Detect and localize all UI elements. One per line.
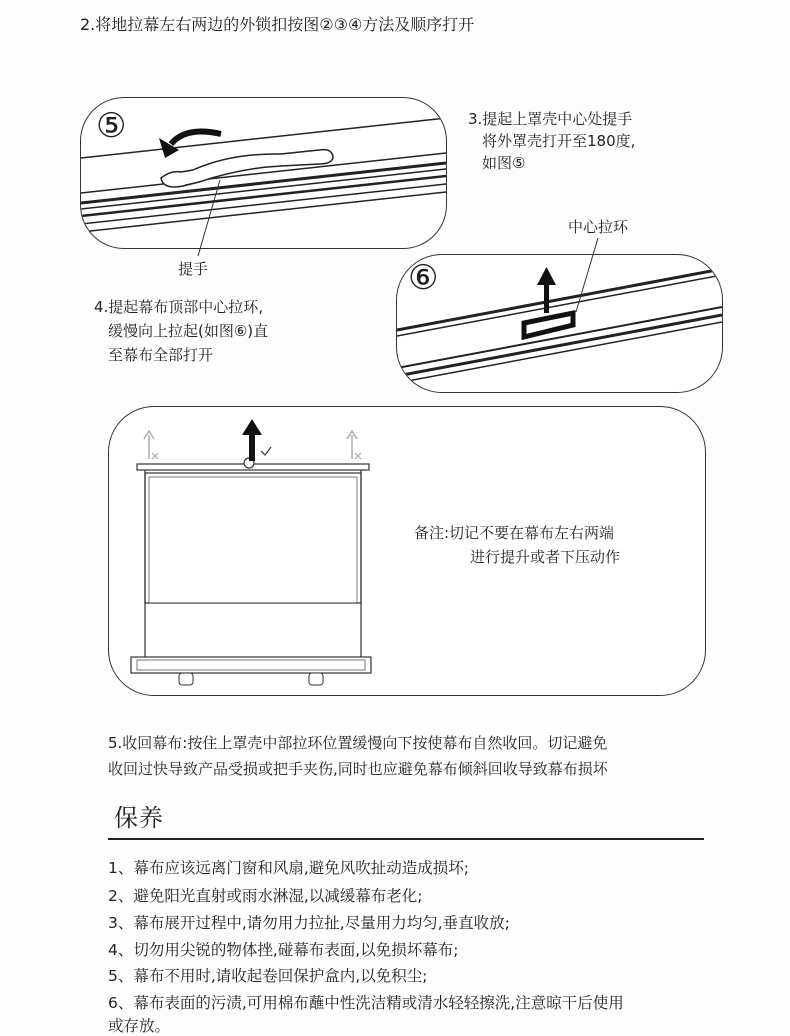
handle-caption: 提手 xyxy=(178,260,209,278)
step3-line1: 3.提起上罩壳中心处提手 xyxy=(468,110,633,128)
step3-line3: 如图⑤ xyxy=(482,154,526,172)
step2-instruction: 2.将地拉幕左右两边的外锁扣按图②③④方法及顺序打开 xyxy=(80,15,475,34)
care-divider xyxy=(108,838,704,840)
care-item: 或存放。 xyxy=(108,1017,171,1035)
pull-ring-illustration xyxy=(397,255,722,392)
step5-line1: 5.收回幕布:按住上罩壳中部拉环位置缓慢向下按使幕布自然收回。切记避免 xyxy=(108,734,608,752)
care-item: 2、避免阳光直射或雨水淋湿,以减缓幕布老化; xyxy=(108,887,423,905)
note-line1: 备注:切记不要在幕布左右两端 xyxy=(414,524,615,542)
step4-line1: 4.提起幕布顶部中心拉环, xyxy=(94,298,264,316)
figure-5-panel xyxy=(80,97,447,249)
lid-handle-illustration xyxy=(81,98,446,248)
figure-6-panel xyxy=(396,254,723,393)
figure-6-number: ⑥ xyxy=(408,258,439,298)
center-pull-ring-label: 中心拉环 xyxy=(568,218,629,236)
step3-line2: 将外罩壳打开至180度, xyxy=(482,132,636,150)
handle-leader-line xyxy=(190,178,230,260)
step5-line2: 收回过快导致产品受损或把手夹伤,同时也应避免幕布倾斜回收导致幕布损坏 xyxy=(108,760,608,778)
care-item: 4、切勿用尖锐的物体挫,碰幕布表面,以免损坏幕布; xyxy=(108,941,459,959)
care-item: 5、幕布不用时,请收起卷回保护盒内,以免积尘; xyxy=(108,967,428,985)
care-item: 3、幕布展开过程中,请勿用力拉扯,尽量用力均匀,垂直收放; xyxy=(108,914,510,932)
care-item: 6、幕布表面的污渍,可用棉布蘸中性洗洁精或清水轻轻擦洗,注意晾干后使用 xyxy=(108,994,624,1012)
step4-line2: 缓慢向上拉起(如图⑥)直 xyxy=(108,322,269,340)
care-title: 保养 xyxy=(114,804,164,832)
note-line2: 进行提升或者下压动作 xyxy=(470,548,621,566)
figure-5-number: ⑤ xyxy=(96,106,127,146)
care-item: 1、幕布应该远离门窗和风扇,避免风吹扯动造成损坏; xyxy=(108,859,470,877)
step4-line3: 至幕布全部打开 xyxy=(108,346,214,364)
pull-ring-leader-line xyxy=(568,236,608,316)
